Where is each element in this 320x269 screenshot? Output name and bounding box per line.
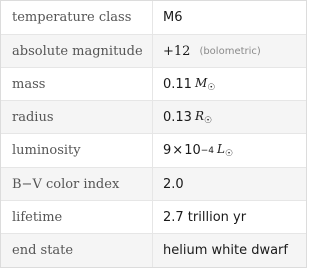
property-name: luminosity <box>1 134 153 167</box>
table-row <box>1 201 306 234</box>
value-text: helium white dwarf <box>163 243 288 258</box>
property-name: B−V color index <box>1 168 153 200</box>
value-mantissa: 9 <box>163 143 172 158</box>
table-row <box>1 101 306 134</box>
unit-symbol: $M_☉$ <box>194 75 216 93</box>
value-text: M6 <box>163 10 183 25</box>
property-name: mass <box>1 68 153 100</box>
property-value <box>153 201 306 233</box>
unit-symbol: $R_☉$ <box>194 108 213 126</box>
value-base: 10 <box>184 143 201 158</box>
property-value <box>153 1 306 34</box>
table-row <box>1 68 306 101</box>
value-text: +12 <box>163 43 191 59</box>
table-row <box>1 1 306 35</box>
times-sign: × <box>172 143 184 158</box>
property-value <box>153 168 306 200</box>
sun-symbol-icon: ☉ <box>224 149 234 159</box>
property-name: radius <box>1 101 153 133</box>
sun-symbol-icon: ☉ <box>204 115 213 126</box>
property-name: absolute magnitude <box>1 35 153 67</box>
property-name: end state <box>1 234 153 267</box>
value-text: 0.13 <box>163 109 192 125</box>
value-exponent: −4 <box>200 145 215 156</box>
table-row <box>1 134 306 168</box>
property-value <box>153 234 306 267</box>
property-name: lifetime <box>1 201 153 233</box>
property-name: temperature class <box>1 1 153 34</box>
property-value <box>153 101 306 133</box>
property-value <box>153 134 306 167</box>
table-row <box>1 234 306 267</box>
value-text: 0.11 <box>163 76 192 92</box>
unit-symbol: $L_☉$ <box>217 142 234 159</box>
value-note: (bolometric) <box>199 45 261 57</box>
table-row <box>1 35 306 68</box>
property-value <box>153 68 306 100</box>
property-value <box>153 35 306 67</box>
value-text: 2.0 <box>163 176 184 192</box>
value-text: 2.7 trillion yr <box>163 209 247 225</box>
table-row <box>1 168 306 201</box>
sun-symbol-icon: ☉ <box>207 82 216 93</box>
